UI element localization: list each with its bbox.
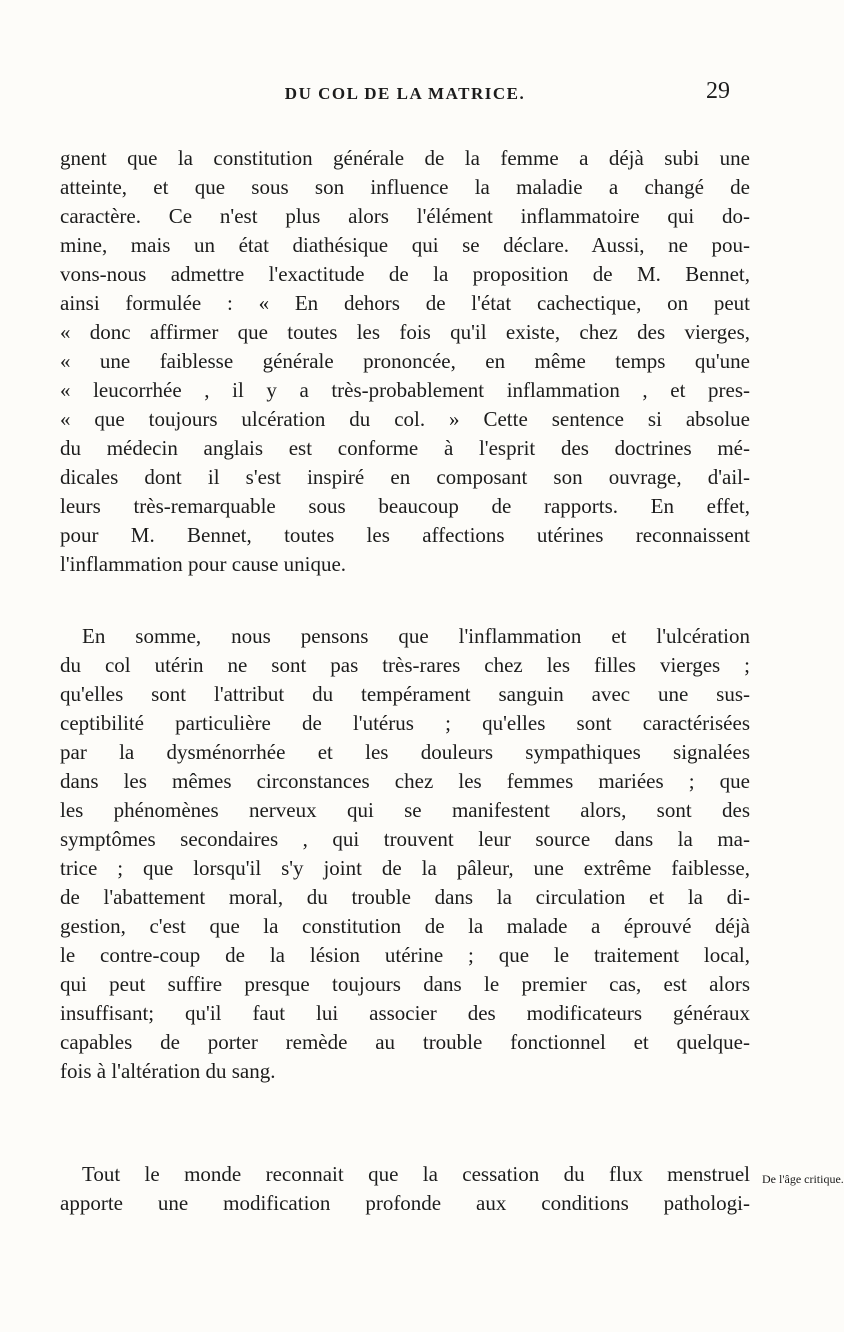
page-number: 29: [706, 78, 730, 104]
text-line: mine, mais un état diathésique qui se déclare. Aussi, ne pou-: [60, 233, 750, 257]
running-title: DU COL DE LA MATRICE.: [284, 84, 526, 103]
text-line: ceptibilité particulière de l'utérus ; qu'elles sont caractérisées: [60, 711, 750, 735]
text-line: ainsi formulée : « En dehors de l'état cachectique, on peut: [60, 291, 750, 315]
text-line: du col utérin ne sont pas très-rares chez les filles vierges ;: [60, 653, 750, 677]
text-line: « donc affirmer que toutes les fois qu'il existe, chez des vierges,: [60, 320, 750, 344]
text-line: par la dysménorrhée et les douleurs sympathiques signalées: [60, 740, 750, 764]
text-line: apporte une modification profonde aux conditions pathologi-: [60, 1191, 750, 1215]
margin-note: De l'âge critique.: [762, 1172, 844, 1186]
text-line: atteinte, et que sous son influence la maladie a changé de: [60, 175, 750, 199]
text-line: trice ; que lorsqu'il s'y joint de la pâleur, une extrême faiblesse,: [60, 856, 750, 880]
text-line: de l'abattement moral, du trouble dans la circulation et la di-: [60, 885, 750, 909]
text-line: leurs très-remarquable sous beaucoup de rapports. En effet,: [60, 494, 750, 518]
text-line: l'inflammation pour cause unique.: [60, 552, 347, 576]
text-line: gestion, c'est que la constitution de la malade a éprouvé déjà: [60, 914, 750, 938]
text-line: « que toujours ulcération du col. » Cette sentence si absolue: [60, 407, 750, 431]
text-line: gnent que la constitution générale de la femme a déjà subi une: [60, 146, 750, 170]
text-line: Tout le monde reconnait que la cessation du flux menstruel: [82, 1162, 750, 1186]
text-line: qui peut suffire presque toujours dans le premier cas, est alors: [60, 972, 750, 996]
text-line: pour M. Bennet, toutes les affections utérines reconnaissent: [60, 523, 750, 547]
text-line: caractère. Ce n'est plus alors l'élément inflammatoire qui do-: [60, 204, 750, 228]
text-line: « une faiblesse générale prononcée, en même temps qu'une: [60, 349, 750, 373]
text-line: symptômes secondaires , qui trouvent leur source dans la ma-: [60, 827, 750, 851]
text-line: qu'elles sont l'attribut du tempérament sanguin avec une sus-: [60, 682, 750, 706]
text-line: « leucorrhée , il y a très-probablement inflammation , et pres-: [60, 378, 750, 402]
text-line: insuffisant; qu'il faut lui associer des modificateurs généraux: [60, 1001, 750, 1025]
text-line: les phénomènes nerveux qui se manifestent alors, sont des: [60, 798, 750, 822]
text-line: dicales dont il s'est inspiré en composant son ouvrage, d'ail-: [60, 465, 750, 489]
text-line: du médecin anglais est conforme à l'esprit des doctrines mé-: [60, 436, 750, 460]
text-line: vons-nous admettre l'exactitude de la proposition de M. Bennet,: [60, 262, 750, 286]
text-line: le contre-coup de la lésion utérine ; que le traitement local,: [60, 943, 750, 967]
text-line: capables de porter remède au trouble fonctionnel et quelque-: [60, 1030, 750, 1054]
text-line: dans les mêmes circonstances chez les femmes mariées ; que: [60, 769, 750, 793]
text-line: En somme, nous pensons que l'inflammation et l'ulcération: [82, 624, 750, 648]
running-head: [60, 78, 750, 108]
text-line: fois à l'altération du sang.: [60, 1059, 276, 1083]
